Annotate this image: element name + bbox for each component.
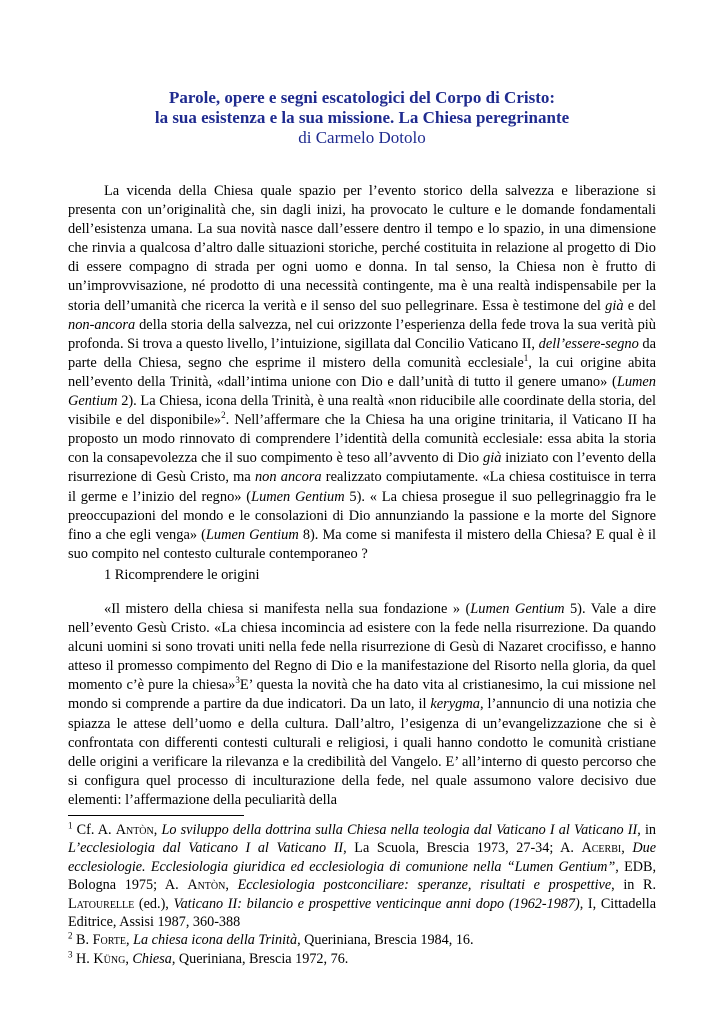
text-run: 5). Vale a dire nell’evento Gesù Cristo. «La chiesa incomincia ad esistere con la fede nella risurrezione. Da quando alcuni uomini si sono trovati uniti nella fede nella risurrezione di Gesù di Nazaret crocifisso, e hanno atteso il promesso compimento del Regno di Dio e la manifestazione del Risorto nella gloria, da quel momento c’è pure la chiesa»: [68, 601, 656, 694]
text-run: B.: [72, 932, 93, 949]
text-run: ,: [621, 840, 633, 857]
section-heading: 1 Ricomprendere le origini: [104, 567, 260, 583]
intro-section: [68, 182, 656, 564]
author-name: Antòn: [115, 822, 154, 838]
italic-run: Due ecclesiologie. Ecclesiologia giuridica ed ecclesiologia di comunione nella “Lumen Gentium”: [68, 840, 657, 875]
footnote-ref[interactable]: 2: [221, 410, 226, 421]
text-run: (ed.),: [134, 895, 174, 912]
footnote-number: 2: [68, 930, 73, 941]
italic-run: non-ancora: [68, 316, 136, 333]
section-1-body: [68, 600, 656, 810]
text-run: della storia della salvezza, nel cui orizzonte l’esperienza della fede trova la sua verità più profonda. Si trova a questo livello, l’intuizione, sigillata dal Concilio Vaticano II,: [68, 316, 656, 352]
italic-run: già: [605, 297, 624, 314]
italic-run: L’ecclesiologia dal Vaticano I al Vaticano II: [68, 840, 344, 857]
text-run: , in R.: [611, 877, 657, 894]
text-run: La vicenda della Chiesa quale spazio per l’evento storico della salvezza e liberazione si presenta con un’originalità che, sin dagli inizi, ha provocato le culture e le domande fondamentali dell’esistenza umana. La sua novità nasce dall’essere dentro il tempo e lo spazio, in una dimensione che rinvia a qualcosa d’altro dalle situazioni storiche, perché costituita in relazione al progetto di Dio di essere compagno di strada per ogni uomo e donna. In tal senso, la Chiesa non è frutto di un’improvvisazione, né prodotto di una necessità contingente, ma è una realtà indispensabile per la storia dell’umanità che ricerca la verità e il senso del suo pellegrinare. Essa è testimone del: [68, 183, 656, 314]
italic-run: Lumen Gentium: [470, 601, 565, 617]
title: [68, 88, 656, 128]
author-name: Forte: [92, 932, 127, 949]
text-run: , I, Cittadella Editrice, Assisi 1987, 360-388: [68, 895, 656, 931]
italic-run: Chiesa: [132, 950, 172, 967]
text-run: da parte della Chiesa, segno che esprime il mistero della comunità ecclesiale: [68, 335, 657, 371]
footnote-ref[interactable]: 3: [235, 675, 240, 686]
author: di Carmelo Dotolo: [298, 128, 426, 147]
text-run: ,: [126, 932, 134, 949]
text-run: , la cui origine abita nell’evento della Trinità, «dall’intima unione con Dio e dall’unità di tutto il genere umano» (: [68, 354, 656, 390]
italic-run: non ancora: [254, 469, 322, 486]
text-run: ,: [225, 877, 238, 894]
text-run: , Queriniana, Brescia 1972, 76.: [171, 950, 349, 967]
footnote-ref[interactable]: 1: [523, 353, 529, 364]
footnote-number: 3: [68, 949, 73, 960]
footnote-3: [68, 950, 656, 968]
italic-run: già: [483, 450, 502, 467]
author-name: Küng: [93, 950, 126, 967]
text-run: . Nell’affermare che la Chiesa ha una origine trinitaria, il Vaticano II ha proposto un modo rinnovato di comprendere l’identità della comunità ecclesiale: essa abita la storia con la consapevolezza che il suo compimento è teso all’avvento di Dio: [68, 412, 656, 467]
text-run: , Queriniana, Brescia 1984, 16.: [297, 932, 474, 949]
text-run: , in: [637, 822, 656, 838]
footnotes: [68, 821, 656, 968]
italic-run: Lo sviluppo della dottrina sulla Chiesa nella teologia dal Vaticano I al Vaticano II: [161, 822, 638, 838]
italic-run: dell’essere-segno: [538, 335, 639, 352]
italic-run: Lumen Gentium: [205, 526, 299, 543]
text-run: , EDB, Bologna 1975; A.: [68, 858, 657, 894]
italic-run: kerygma: [430, 696, 480, 713]
author-name: Acerbi: [581, 840, 622, 857]
author-name: Antòn: [187, 877, 226, 894]
footnote-2: [68, 931, 656, 949]
text-run: «Il mistero della chiesa si manifesta nella sua fondazione » (: [104, 601, 471, 617]
text-run: 8). Ma come si manifesta il mistero della Chiesa? E qual è il suo compito nel contesto culturale contemporaneo ?: [68, 526, 656, 562]
italic-run: Lumen Gentium: [251, 488, 345, 505]
italic-run: Lumen Gentium: [68, 373, 656, 410]
text-run: iniziato con l’evento della risurrezione di Gesù Cristo, ma: [68, 450, 656, 486]
footnote-separator: [68, 815, 244, 816]
text-run: e del: [623, 297, 656, 314]
text-run: ,: [153, 822, 162, 838]
text-run: , La Scuola, Brescia 1973, 27-34; A.: [343, 840, 582, 857]
italic-run: Vaticano II: bilancio e prospettive venticinque anni dopo (1962-1987): [173, 895, 580, 912]
text-run: realizzato compiutamente. «La chiesa costituisce in terra il germe e l’inizio del regno» (: [68, 469, 657, 505]
document-page: [68, 88, 657, 967]
italic-run: La chiesa icona della Trinità: [133, 932, 298, 949]
italic-run: Ecclesiologia postconciliare: speranze, risultati e prospettive: [237, 877, 612, 894]
footnote-number: 1: [68, 820, 73, 831]
section-paragraph: [68, 600, 656, 810]
text-run: H.: [72, 950, 94, 967]
text-run: , l’annuncio di una notizia che spiazza le attese dell’uomo e della cultura. Dall’altro, l’esigenza di un’evangelizzazione che si è confrontata con differenti contesti culturali e religiosi, i quali hanno condotto le comunità cristiane delle origini a verificare la rilevanza e la credibilità del Vangelo. E’ all’interno di questo percorso che si configura quel processo di inculturazione della fede, nel quale assumono valore decisivo due elementi: l’affermazione della peculiarità della: [68, 696, 656, 808]
footnote-1: [68, 821, 656, 931]
text-run: Cf. A.: [72, 822, 116, 838]
text-run: E’ questa la novità che ha dato vita al cristianesimo, la cui missione nel mondo si comprende a partire da due indicatori. Da un lato, il: [68, 677, 656, 713]
title-line-2: la sua esistenza e la sua missione. La Chiesa peregrinante: [154, 108, 570, 127]
author-name: Latourelle: [68, 895, 135, 912]
intro-paragraph: [68, 182, 656, 564]
title-line-1: Parole, opere e segni escatologici del Corpo di Cristo:: [168, 88, 556, 107]
text-run: 2). La Chiesa, icona della Trinità, è una realtà «non riducibile alle coordinate della storia, del visibile e del disponibile»: [68, 393, 656, 429]
text-run: 5). « La chiesa prosegue il suo pellegrinaggio fra le preoccupazioni del mondo e le consolazioni di Dio annunziando la passione e la morte del Signore fino a che egli venga» (: [68, 488, 656, 543]
text-run: ,: [125, 950, 133, 967]
